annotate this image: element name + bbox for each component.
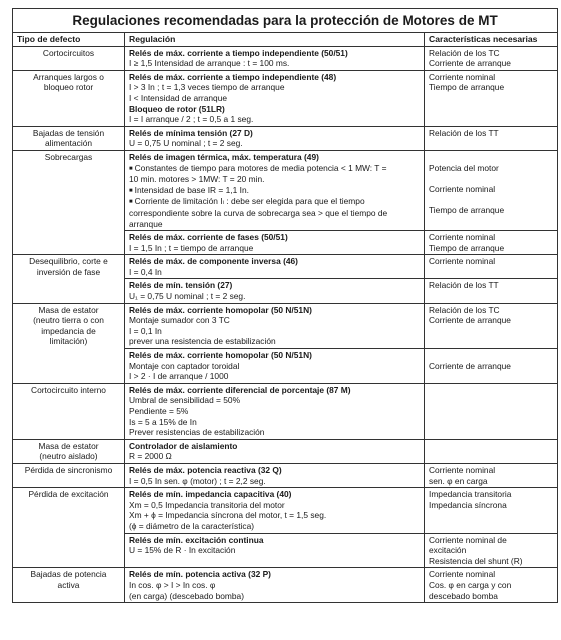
relay-name: Relés de mín. excitación continua (129, 534, 264, 545)
characteristic-line: Impedancia síncrona (429, 499, 507, 510)
setting-line: In cos. φ > I > In cos. φ (129, 579, 216, 590)
relay-name: Relés de mín. potencia activa (32 P) (129, 569, 271, 580)
characteristics-cell (425, 150, 558, 230)
characteristic-line: Relación de los TT (429, 127, 499, 138)
relay-name: Relés de máx. corriente homopolar (50 N/51N) (129, 350, 312, 361)
defect-type-line: Cortocircuitos (42, 47, 95, 58)
defect-type-line: bloqueo rotor (43, 82, 94, 93)
regulation-cell (125, 439, 425, 463)
defect-type-cell (13, 488, 125, 568)
setting-line: Umbral de sensibilidad = 50% (129, 395, 241, 406)
defect-type-line: activa (57, 579, 80, 590)
characteristic-line: excitación (429, 545, 467, 556)
setting-line: I = I arranque / 2 ; t = 0,5 a 1 seg. (129, 114, 254, 125)
characteristic-line: Corriente nominal (429, 464, 496, 475)
defect-type-cell (13, 439, 125, 463)
defect-type-line: alimentación (44, 138, 93, 149)
setting-line: correspondiente sobre la curva de sobrecarga sea > que el tiempo de (129, 207, 388, 218)
characteristic-line: sen. φ en carga (429, 475, 488, 486)
characteristics-cell (425, 488, 558, 533)
characteristic-line: Corriente nominal de (429, 534, 507, 545)
defect-type-line: Bajadas de tensión (32, 127, 105, 138)
defect-type-line: Masa de estator (38, 304, 99, 315)
table-row (13, 150, 558, 230)
setting-line: Montaje sumador con 3 TC (129, 315, 230, 326)
characteristics-cell (425, 70, 558, 126)
setting-line: arranque (129, 218, 163, 229)
relay-name: Relés de máx. de componente inversa (46) (129, 256, 298, 267)
regulation-cell (125, 255, 425, 279)
defect-type-line: inversión de fase (36, 266, 101, 277)
regulation-cell (125, 126, 425, 150)
characteristic-line (429, 194, 553, 205)
characteristics-cell (425, 439, 558, 463)
regulation-cell (125, 70, 425, 126)
setting-line: U = 15% de R · In excitación (129, 545, 236, 556)
setting-line: (en carga) (descebado bomba) (129, 590, 244, 601)
relay-name: Relés de máx. corriente diferencial de porcentaje (87 M) (129, 384, 351, 395)
setting-line: ■ Constantes de tiempo para motores de media potencia < 1 MW: T = (129, 163, 420, 175)
regulation-cell (125, 279, 425, 303)
setting-line: Pendiente = 5% (129, 406, 189, 416)
setting-line: R = 2000 Ω (129, 451, 172, 462)
setting-line: I < Intensidad de arranque (129, 92, 228, 103)
setting-line: ■ Intensidad de base IR = 1,1 In. (129, 185, 420, 197)
characteristics-cell (425, 349, 558, 384)
defect-type-cell (13, 126, 125, 150)
defect-type-line: limitación) (49, 336, 88, 347)
table-row (13, 568, 558, 603)
table-row (13, 463, 558, 487)
characteristic-line: Relación de los TC (429, 47, 500, 58)
setting-line: prever una resistencia de estabilización (129, 336, 276, 347)
setting-line: I = 1,5 In ; t = tiempo de arranque (129, 242, 254, 253)
defect-type-cell (13, 568, 125, 603)
characteristic-line: Cos. φ en carga y con (429, 579, 512, 590)
characteristics-cell (425, 303, 558, 348)
characteristics-cell (425, 126, 558, 150)
regulation-cell (125, 46, 425, 70)
header-regulacion: Regulación (125, 33, 425, 47)
relay-name: Bloqueo de rotor (51LR) (129, 103, 225, 114)
regulation-cell (125, 150, 425, 230)
characteristic-line: Resistencia del shunt (R) (429, 555, 523, 566)
setting-line: U = 0,75 U nominal ; t = 2 seg. (129, 138, 243, 149)
regulation-table (12, 8, 558, 603)
characteristics-cell (425, 463, 558, 487)
characteristic-line (429, 441, 553, 452)
characteristic-line (429, 216, 553, 227)
setting-line: I > 2 · I de arranque / 1000 (129, 371, 229, 382)
relay-name: Relés de máx. corriente a tiempo independiente (48) (129, 71, 337, 82)
defect-type-line: Sobrecargas (44, 151, 93, 162)
defect-type-line: (neutro aislado) (39, 451, 98, 462)
characteristics-cell (425, 279, 558, 303)
regulation-cell (125, 349, 425, 384)
characteristic-line: Potencia del motor (429, 162, 499, 173)
defect-type-line: Cortocircuito interno (31, 384, 106, 395)
header-tipo: Tipo de defecto (13, 33, 125, 47)
setting-line: Xm + ϕ = Impedancia síncrona del motor, t = 1,5 seg. (129, 510, 327, 521)
setting-line: (ϕ = diámetro de la característica) (129, 520, 255, 531)
setting-line: ■ Corriente de limitación Iₗ : debe ser elegida para que el tiempo (129, 196, 420, 208)
setting-line: Prever resistencias de estabilización (129, 427, 265, 438)
characteristic-line: Corriente nominal (429, 232, 496, 243)
characteristic-line: Corriente nominal (429, 71, 496, 82)
characteristic-line: Corriente de arranque (429, 315, 511, 326)
defect-type-cell (13, 46, 125, 70)
regulation-cell (125, 533, 425, 568)
relay-name: Relés de máx. potencia reactiva (32 Q) (129, 464, 282, 475)
characteristic-line (429, 152, 553, 163)
regulation-cell (125, 568, 425, 603)
characteristic-line: Relación de los TT (429, 280, 499, 291)
table-title: Regulaciones recomendadas para la protección de Motores de MT (13, 9, 558, 33)
defect-type-cell (13, 150, 125, 254)
characteristic-line: Tiempo de arranque (429, 242, 505, 253)
relay-name: Relés de máx. corriente homopolar (50 N/51N) (129, 304, 312, 315)
defect-type-line: Arranques largos o (33, 71, 104, 82)
characteristic-line: Corriente de arranque (429, 360, 511, 371)
characteristics-cell (425, 383, 558, 439)
setting-line: 10 min. motores > 1MW: T = 20 min. (129, 174, 265, 185)
setting-line: I ≥ 1,5 Intensidad de arranque : t = 100 ms. (129, 58, 290, 69)
characteristic-line: Corriente nominal (429, 569, 496, 580)
regulation-cell (125, 488, 425, 533)
relay-name: Relés de imagen térmica, máx. temperatura (49) (129, 151, 319, 162)
defect-type-cell (13, 255, 125, 303)
table-row (13, 46, 558, 70)
characteristics-cell (425, 568, 558, 603)
relay-name: Relés de máx. corriente de fases (50/51) (129, 232, 288, 243)
defect-type-cell (13, 303, 125, 383)
characteristic-line (429, 350, 553, 361)
regulation-cell (125, 383, 425, 439)
defect-type-line: Bajadas de potencia (30, 569, 107, 580)
table-row (13, 255, 558, 279)
characteristics-cell (425, 255, 558, 279)
characteristic-line (429, 385, 553, 396)
defect-type-line: (neutro tierra o con (33, 315, 104, 326)
relay-name: Controlador de aislamiento (129, 440, 238, 451)
setting-line: Montaje con captador toroidal (129, 360, 240, 371)
characteristic-line: descebado bomba (429, 590, 498, 601)
header-caracteristicas: Características necesarias (425, 33, 558, 47)
characteristics-cell (425, 533, 558, 568)
characteristic-line (429, 173, 553, 184)
characteristic-line: Corriente nominal (429, 183, 496, 194)
defect-type-cell (13, 383, 125, 439)
defect-type-cell (13, 463, 125, 487)
setting-line: I = 0,4 In (129, 266, 162, 277)
setting-line: Is = 5 a 15% de In (129, 416, 197, 427)
relay-name: Relés de máx. corriente a tiempo independiente (50/51) (129, 47, 348, 58)
table-row (13, 70, 558, 126)
characteristic-line: Corriente nominal (429, 256, 496, 267)
table-row (13, 303, 558, 348)
table-row (13, 488, 558, 533)
relay-name: Relés de mínima tensión (27 D) (129, 127, 253, 138)
defect-type-line: Masa de estator (38, 440, 99, 451)
defect-type-line: impedancia de (41, 325, 96, 336)
characteristics-cell (425, 231, 558, 255)
table-row (13, 383, 558, 439)
setting-line: Xm = 0,5 Impedancia transitoria del motor (129, 499, 285, 510)
regulation-cell (125, 303, 425, 348)
characteristic-line: Tiempo de arranque (429, 82, 505, 93)
table-row (13, 126, 558, 150)
characteristic-line: Tiempo de arranque (429, 204, 505, 215)
setting-line: I = 0,5 In sen. φ (motor) ; t = 2,2 seg. (129, 475, 266, 486)
defect-type-line: Desequilibrio, corte e (29, 256, 108, 267)
characteristic-line: Corriente de arranque (429, 58, 511, 69)
defect-type-cell (13, 70, 125, 126)
table-row (13, 439, 558, 463)
regulation-cell (125, 231, 425, 255)
setting-line: I > 3 In ; t = 1,3 veces tiempo de arranque (129, 82, 285, 93)
relay-name: Relés de mín. tensión (27) (129, 280, 233, 291)
defect-type-line: Pérdida de sincronismo (24, 464, 113, 475)
setting-line: U₁ = 0,75 U nominal ; t = 2 seg. (129, 291, 246, 302)
defect-type-line: Pérdida de excitación (28, 489, 109, 500)
characteristics-cell (425, 46, 558, 70)
regulation-cell (125, 463, 425, 487)
relay-name: Relés de mín. impedancia capacitiva (40) (129, 489, 292, 500)
setting-line: I = 0,1 In (129, 325, 162, 336)
characteristic-line: Relación de los TC (429, 304, 500, 315)
characteristic-line: Impedancia transitoria (429, 489, 512, 500)
